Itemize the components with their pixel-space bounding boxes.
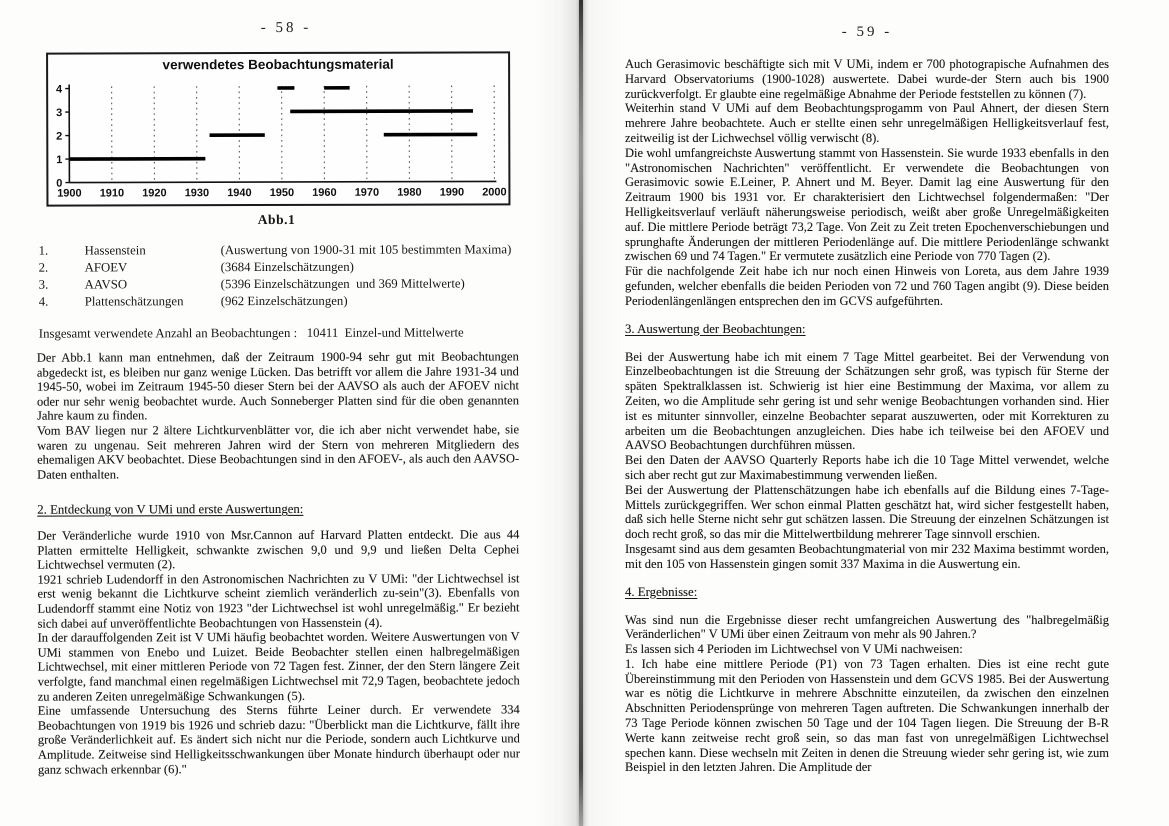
paragraph: Bei der Auswertung der Plattenschätzungen habe ich ebenfalls auf die Bildung eines 7-Tage-Mittels zurückgegriffen. Wer schon einmal Platten geschätzt hat, wird sicher festgestellt haben, daß sich helle Sterne nicht sehr gut schätzen lassen. Die Streuung der einzelnen Schätzungen ist doch recht groß, so das mir die Mittelwertbildung mehrerer Tage sinnvoll erschien. xyxy=(625,482,1109,542)
svg-text:1980: 1980 xyxy=(397,186,422,199)
svg-text:1920: 1920 xyxy=(142,187,167,200)
section-heading: 2. Entdeckung von V UMi und erste Auswertungen: xyxy=(37,501,304,517)
paragraph: Bei den Daten der AAVSO Quarterly Reports habe ich die 10 Tage Mittel verwendet, welche sich aber recht gut zur Maximabestimmung verwenden ließen. xyxy=(625,453,1109,482)
binding-gutter-line xyxy=(579,0,583,826)
svg-text:3: 3 xyxy=(56,107,63,120)
svg-text:1960: 1960 xyxy=(312,186,337,199)
svg-text:2000: 2000 xyxy=(482,186,507,199)
list-item-detail: (962 Einzelschätzungen) xyxy=(220,293,348,309)
list-item-number: 3. xyxy=(38,277,49,292)
total-observations-line: Insgesamt verwendete Anzahl an Beobachtungen : 10411 Einzel-und Mittelwerte xyxy=(38,325,464,341)
paragraph: Der Abb.1 kann man entnehmen, daß der Zeitraum 1900-94 sehr gut mit Beobachtungen abgedeckt ist, es bleiben nur ganz wenige Lücken. Das betrifft vor allem die Jahre 1931-34 und 1945-50, wobei im Zeitraum 1945-50 dieser Stern bei der AAVSO als auch der AFOEV nicht oder nur sehr wenig beobachtet wurde. Auch Sonneberger Platten sind für die oben genannten Jahre kaum zu finden. xyxy=(36,349,519,424)
page-number-left: - 58 - xyxy=(260,19,312,37)
list-item-name: Hassenstein xyxy=(84,243,146,258)
chart-title: verwendetes Beobachtungsmaterial xyxy=(162,56,394,73)
list-item-number: 1. xyxy=(38,243,49,258)
list-item-detail: (5396 Einzelschätzungen und 369 Mittelwerte) xyxy=(220,276,465,292)
body-text-block xyxy=(37,527,520,776)
paragraph: Eine umfassende Untersuchung des Sterns führte Leiner durch. Er verwendete 334 Beobachtungen von 1919 bis 1926 und schrieb dazu: "Überblickt man die Lichtkurve, fällt ihre große Veränderlichkeit auf. Es ändert sich nicht nur die Periode, sondern auch Lichtkurve und Amplitude. Zeitweise sind Helligkeitsschwankungen über Monate hindurch überhaupt oder nur ganz schwach erkennbar (6)." xyxy=(37,702,520,777)
page-number-right: - 59 - xyxy=(841,24,893,40)
list-item-name: Plattenschätzungen xyxy=(84,294,184,309)
body-text-block xyxy=(37,349,519,482)
list-item-detail: (3684 Einzelschätzungen) xyxy=(220,259,354,275)
section-2-heading-block xyxy=(37,499,519,518)
svg-text:2: 2 xyxy=(56,130,63,143)
binding-gutter-shadow xyxy=(536,0,622,826)
paragraph: Die wohl umfangreichste Auswertung stammt von Hassenstein. Sie wurde 1933 ebenfalls in den "Astronomischen Nachrichten" veröffentlicht. Er verwendete die Beobachtungen von Gerasimovic sowie E.Leiner, P. Ahnert und M. Beyer. Damit lag eine Auswertung für den Zeitraum 1900 bis 1931 vor. Er charakterisiert den Lichtwechsel folgendermaßen: "Der Helligkeitsverlauf verläuft näherungsweise periodisch, weißt aber große Unregelmäßigkeiten auf. Die mittlere Periode beträgt 73,2 Tage. Von Zeit zu Zeit treten Epochenverschiebungen und sprunghafte Änderungen der mittleren Periodenlänge auf. Die mittlere Periodenlänge schwankt zwischen 69 und 74 Tagen." Er vermutete zusätzlich eine Periode von 770 Tagen (2). xyxy=(625,145,1109,264)
paragraph: Weiterhin stand V UMi auf dem Beobachtungsprogamm von Paul Ahnert, der diesen Stern mehrere Jahre beobachtete. Auch er stellte einen sehr unregelmäßigen Helligkeitsverlauf fest, zeitweilig ist der Lichwechsel völlig verwischt (8). xyxy=(625,101,1109,145)
paragraph: Der Veränderliche wurde 1910 von Msr.Cannon auf Harvard Platten entdeckt. Die aus 44 Platten ermittelte Helligkeit, schwankte zwischen 9,0 und 9,9 und ließen Delta Cephei Lichtwechsel vermuten (2). xyxy=(37,527,520,572)
svg-text:1900: 1900 xyxy=(57,187,82,200)
svg-text:1950: 1950 xyxy=(269,186,295,200)
paragraph: Bei der Auswertung habe ich mit einem 7 Tage Mittel gearbeitet. Bei der Verwendung von Einzelbeobachtungen ist die Streuung der Schätzungen sehr groß, was typisch für Sterne der späten Spektralklassen ist. Schwierig ist hier eine Bestimmung der Maxima, vor allem zu Zeiten, wo die Amplitude sehr gering ist und sehr wenige Beobachtungen vorhanden sind. Hier ist es mitunter sinnvoller, einzelne Beobachter separat auszuwerten, oder mit Korrekturen zu arbeiten um die Beobachtungen anzugleichen. Dies habe ich teilweise bei den AFOEV und AAVSO Beobachtungen durchführen müssen. xyxy=(625,349,1109,453)
paragraph: Für die nachfolgende Zeit habe ich nur noch einen Hinweis von Loreta, aus dem Jahre 1939 gefunden, welcher ebenfalls die beiden Perioden von 72 und 760 Tagen angibt (9). Diese beiden Periodenlängenlängen entsprechen den im GCVS aufgeführten. xyxy=(625,264,1109,308)
list-item-name: AAVSO xyxy=(84,277,128,292)
observation-material-list xyxy=(39,241,519,310)
svg-text:4: 4 xyxy=(56,83,63,96)
list-item-detail: (Auswertung von 1900-31 mit 105 bestimmten Maxima) xyxy=(220,242,512,258)
section-heading: 3. Auswertung der Beobachtungen: xyxy=(625,321,806,336)
paragraph: Was sind nun die Ergebnisse dieser recht umfangreichen Auswertung des "halbregelmäßig Veränderlichen" V UMi über einen Zeitraum von mehr als 90 Jahren.? xyxy=(625,612,1109,642)
list-item xyxy=(39,275,519,293)
paragraph: Vom BAV liegen nur 2 ältere Lichtkurvenblätter vor, die ich aber nicht verwendet habe, sie waren zu ungenau. Seit mehreren Jahren wird der Stern von mehreren Mitgliedern des ehemaligen AKV beobachtet. Diese Beobachtungen sind in den AFOEV-, als auch den AAVSO-Daten enthalten. xyxy=(37,422,520,482)
svg-text:1940: 1940 xyxy=(227,187,252,200)
paragraph: 1. Ich habe eine mittlere Periode (P1) von 73 Tagen erhalten. Dies ist eine recht gute Übereinstimmung mit den Perioden von Hassenstein und dem GCVS 1985. Bei der Auswertung war es nötig die Lichtkurve in mehrere Abschnitte einzuteilen, da zwischen den einzelnen Abschnitten Periodensprünge von mehreren Tagen auftreten. Die Schwankungen innerhalb der 73 Tage Periode können zwischen 50 Tage und der 104 Tagen liegen. Die Streuung der B-R Werte kann zeitweise recht groß sein, so das man fast von unregelmäßigen Lichtwechsel spechen kann. Diese wechseln mit Zeiten in denen die Streuung wieder sehr gering ist, wie zum Beispiel in den letzten Jahren. Die Amplitude der xyxy=(625,656,1109,775)
paragraph: 1921 schrieb Ludendorff in den Astronomischen Nachrichten zu V UMi: "der Lichtwechsel ist erst wenig bekannt die Lichtkurve scheint ziemlich veränderlich zu-sein"(3). Ebenfalls von Ludendorff stammt eine Notiz von 1923 "der Lichtwechsel ist wohl unregelmäßig." Er bezieht sich dabei auf unveröffentlichte Beobachtungen von Hassenstein (4). xyxy=(37,571,520,631)
list-item-number: 4. xyxy=(38,294,49,309)
paragraph: Es lassen sich 4 Perioden im Lichtwechsel von V UMi nachweisen: xyxy=(625,642,963,657)
list-item xyxy=(39,292,519,310)
figure-caption: Abb.1 xyxy=(257,211,296,228)
svg-text:0: 0 xyxy=(56,177,63,190)
svg-text:1910: 1910 xyxy=(99,187,125,200)
svg-text:1930: 1930 xyxy=(184,187,210,200)
list-item-number: 2. xyxy=(38,260,49,275)
list-item xyxy=(39,241,519,259)
svg-text:1970: 1970 xyxy=(354,186,380,199)
list-item-name: AFOEV xyxy=(84,260,128,275)
paragraph: Insgesamt sind aus dem gesamten Beobachtungmaterial von mir 232 Maxima bestimmt worden, mit den 105 von Hassenstein gingen somit 337 Maxima in die Auswertung ein. xyxy=(625,541,1109,571)
svg-text:1990: 1990 xyxy=(439,186,465,199)
svg-text:1: 1 xyxy=(56,154,63,167)
paragraph: In der darauffolgenden Zeit ist V UMi häufig beobachtet worden. Weitere Auswertungen von V UMi stammen von Enebo und Luizet. Beide Beobachter stellen einen halbregelmäßigen Lichtwechsel, mit einer mittleren Periode von 72 Tagen fest. Zinner, der den Stern längere Zeit verfolgte, fand manchmal einen regelmäßigen Lichtwechsel mit 72,9 Tagen, beobachtete jedoch zu anderen Zeiten unregelmäßige Schwankungen (5). xyxy=(37,629,520,704)
section-heading: 4. Ergebnisse: xyxy=(625,584,698,599)
page-58 xyxy=(36,19,520,777)
figure-1-chart xyxy=(46,51,510,206)
paragraph: Auch Gerasimovic beschäftigte sich mit V UMi, indem er 700 photograpische Aufnahmen des Harvard Observatoriums (1900-1028) auswertete. Dabei wurde-der Stern auch bis 1900 zurückverfolgt. Er glaubte eine regelmäßige Abnahme der Periode feststellen zu können (7). xyxy=(625,57,1109,101)
list-item xyxy=(39,258,519,276)
page-59 xyxy=(625,24,1109,775)
chart-plot-area xyxy=(48,53,508,204)
